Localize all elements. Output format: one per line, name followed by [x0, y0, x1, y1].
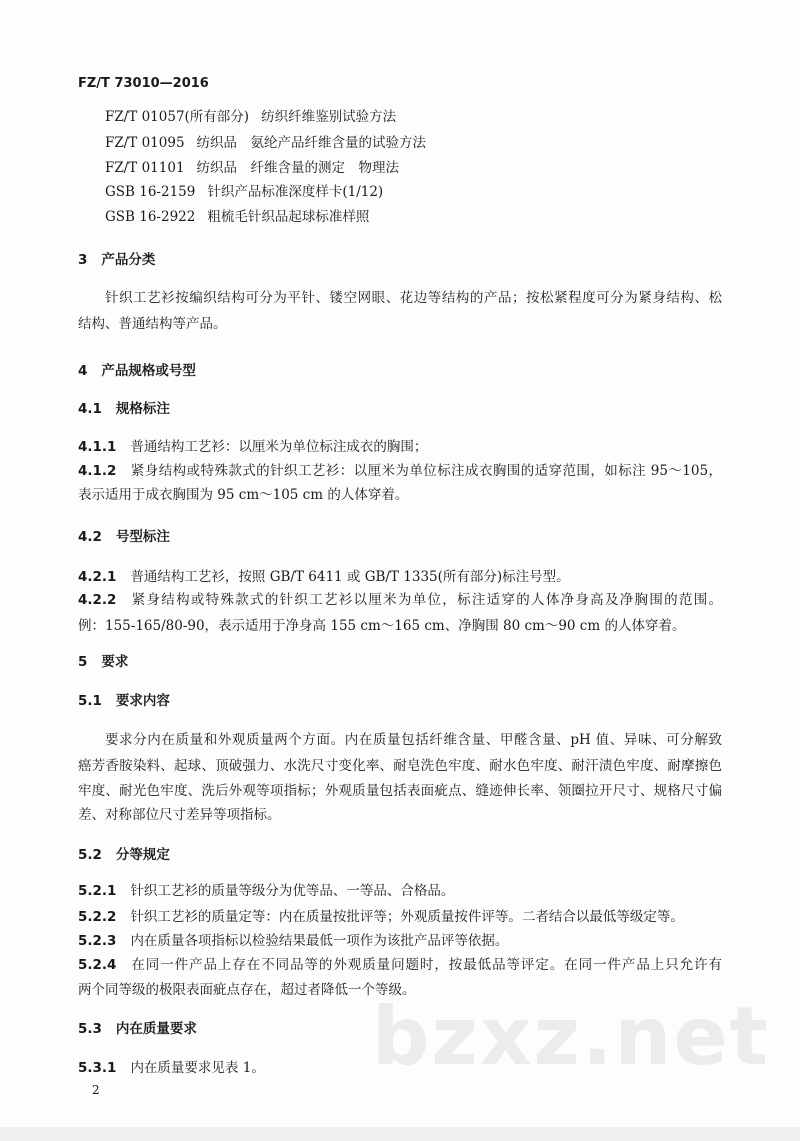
clause-4-1-2: 4.1.2 紧身结构或特殊款式的针织工艺衫：以厘米为单位标注成衣胸围的适穿范围，如标注 95～105，: [78, 463, 722, 479]
reference-item: FZ/T 01095 纺织品 氨纶产品纤维含量的试验方法: [105, 135, 427, 151]
section-heading-5-2: 5.2 分等规定: [78, 847, 170, 863]
section-heading-4-1: 4.1 规格标注: [78, 401, 170, 417]
section-heading-5-3: 5.3 内在质量要求: [78, 1021, 197, 1037]
reference-item: FZ/T 01057(所有部分) 纺织纤维鉴别试验方法: [105, 109, 397, 125]
section-heading-4-2: 4.2 号型标注: [78, 529, 170, 545]
clause-5-2-3: 5.2.3 内在质量各项指标以检验结果最低一项作为该批产品评等依据。: [78, 933, 509, 949]
paragraph-line: 表示适用于成衣胸围为 95 cm～105 cm 的人体穿着。: [78, 487, 409, 503]
paragraph-line: 结构、普通结构等产品。: [78, 316, 227, 332]
reference-item: GSB 16-2922 粗梳毛针织品起球标准样照: [105, 209, 370, 225]
document-header: FZ/T 73010—2016: [78, 76, 209, 91]
paragraph-line: 例：155-165/80-90，表示适用于净身高 155 cm～165 cm、净胸围 80 cm～90 cm 的人体穿着。: [78, 618, 686, 634]
paragraph-line: 牢度、耐光色牢度、洗后外观等项指标；外观质量包括表面疵点、缝迹伸长率、领圈拉开尺寸、规格尺寸偏: [78, 783, 722, 799]
clause-4-1-1: 4.1.1 普通结构工艺衫：以厘米为单位标注成衣的胸围；: [78, 439, 428, 455]
clause-4-2-2: 4.2.2 紧身结构或特殊款式的针织工艺衫以厘米为单位，标注适穿的人体净身高及净胸围的范围。: [78, 592, 722, 608]
paragraph-line: 针织工艺衫按编织结构可分为平针、镂空网眼、花边等结构的产品；按松紧程度可分为紧身结构、松: [105, 290, 722, 306]
watermark: bzxz.net: [372, 990, 770, 1083]
clause-5-2-2: 5.2.2 针织工艺衫的质量定等：内在质量按批评等；外观质量按件评等。二者结合以最低等级定等。: [78, 909, 684, 925]
clause-5-3-1: 5.3.1 内在质量要求见表 1。: [78, 1060, 265, 1076]
paragraph-line: 要求分内在质量和外观质量两个方面。内在质量包括纤维含量、甲醛含量、pH 值、异味、可分解致: [105, 732, 722, 748]
reference-item: GSB 16-2159 针织产品标准深度样卡(1/12): [105, 184, 384, 200]
paragraph-line: 差、对称部位尺寸差异等项指标。: [78, 807, 281, 823]
section-heading-5: 5 要求: [78, 654, 129, 670]
clause-5-2-1: 5.2.1 针织工艺衫的质量等级分为优等品、一等品、合格品。: [78, 883, 455, 899]
page-bottom-edge: [0, 1127, 800, 1141]
section-heading-3: 3 产品分类: [78, 252, 156, 268]
reference-item: FZ/T 01101 纺织品 纤维含量的测定 物理法: [105, 160, 400, 176]
section-heading-4: 4 产品规格或号型: [78, 363, 196, 379]
clause-5-2-4: 5.2.4 在同一件产品上存在不同品等的外观质量问题时，按最低品等评定。在同一件产品上只允许有: [78, 957, 722, 973]
page-number: 2: [92, 1083, 100, 1097]
paragraph-line: 癌芳香胺染料、起球、顶破强力、水洗尺寸变化率、耐皂洗色牢度、耐水色牢度、耐汗渍色牢度、耐摩擦色: [78, 758, 722, 774]
section-heading-5-1: 5.1 要求内容: [78, 693, 170, 709]
paragraph-line: 两个同等级的极限表面疵点存在，超过者降低一个等级。: [78, 982, 416, 998]
clause-4-2-1: 4.2.1 普通结构工艺衫，按照 GB/T 6411 或 GB/T 1335(所有部分)标注号型。: [78, 569, 570, 585]
